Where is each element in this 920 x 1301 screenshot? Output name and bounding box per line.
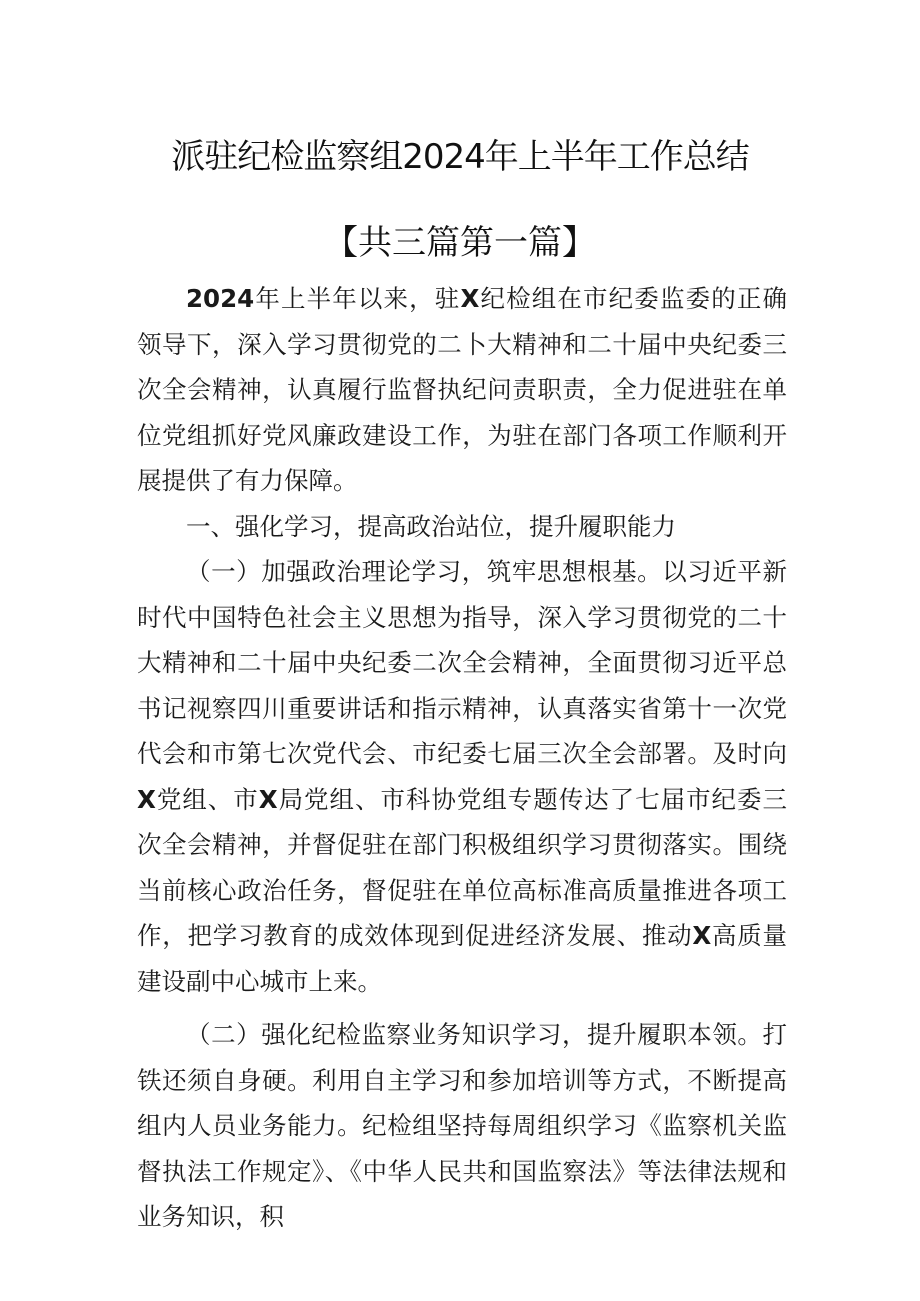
placeholder-x: X [137,784,156,814]
intro-text-a: 年上半年以来，驻 [254,284,461,313]
paragraph-intro [137,276,787,504]
study-text-c: 局党组、市科协党组专题传达了七届市纪委三次全会精神，并督促驻在部门积极组织学习贯彻落实。围绕当前核心政治任务，督促驻在单位高标准高质量推进各项工作，把学习教育的成效体现到促进经济发展、推动 [137,784,787,950]
placeholder-x: X [460,284,480,313]
placeholder-x: X [692,921,712,950]
document-subtitle: 【共三篇第一篇】 [324,223,596,263]
document-body [137,276,787,1240]
study-text-b: 党组、市 [155,784,259,814]
study-text-a: （一）加强政治理论学习，筑牢思想根基。以习近平新时代中国特色社会主义思想为指导，深入学习贯彻党的二十大精神和二十届中央纪委二次全会精神，全面贯彻习近平总书记视察四川重要讲话和指示精神，认真落实省第十一次党代会和市第七次党代会、市纪委七届三次全会部署。及时向 [137,557,787,768]
year-text: 2024 [186,284,255,313]
document-title: 派驻纪检监察组2024年上半年工作总结 [171,137,749,177]
section-heading-1: 一、强化学习，提高政治站位，提升履职能力 [186,511,676,541]
placeholder-x: X [258,784,278,814]
intro-text-b: 纪检组在市纪委监委的正确领导下，深入学习贯彻党的二卜大精神和二十届中央纪委三次全会精神，认真履行监督执纪问责职责，全力促进驻在单位党组抓好党风廉政建设工作，为驻在部门各项工作顺利开展提供了有力保障。 [137,284,788,495]
paragraph-business: （二）强化纪检监察业务知识学习，提升履职本领。打铁还须自身硬。利用自主学习和参加培训等方式，不断提高组内人员业务能力。纪检组坚持每周组织学习《监察机关监督执法工作规定》、《中华人民共和国监察法》等法律法规和业务知识，积 [137,1020,787,1231]
paragraph-study [137,549,787,1004]
study-text-d: 高质量建设副中心城市上来。 [137,921,787,996]
